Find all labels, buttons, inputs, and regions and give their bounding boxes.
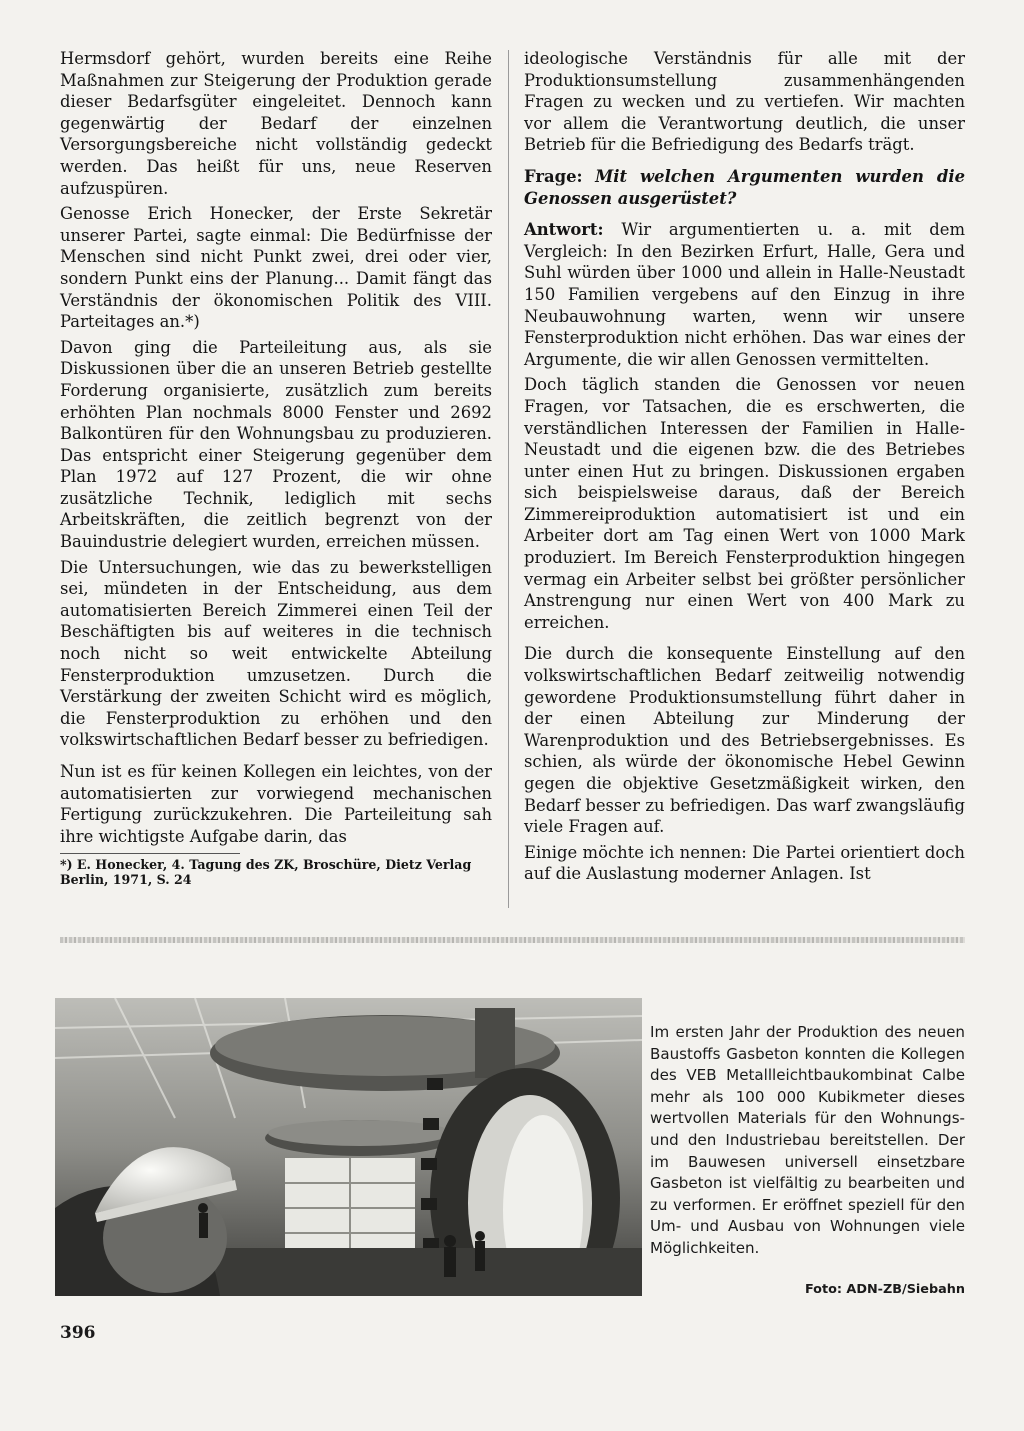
question <box>524 166 965 209</box>
factory-photo <box>55 998 642 1296</box>
paragraph: Hermsdorf gehört, wurden bereits eine Reihe Maßnahmen zur Steigerung der Produktion gerade dieser Bedarfsgüter eingeleitet. Dennoch kann gegenwärtig der Bedarf der einzelnen Versorgungsbereiche nicht vollständig gedeckt werden. Das heißt für uns, neue Reserven aufzuspüren. <box>60 49 492 198</box>
autoclave-photo-image <box>55 998 642 1296</box>
paragraph: Die Untersuchungen, wie das zu bewerkstelligen sei, mündeten in der Entscheidung, aus dem automatisierten Bereich Zimmerei einen Teil der Beschäftigten bis auf weiteres in die technisch noch nicht so weit entwickelte Abteilung Fensterproduktion umzusetzen. Durch die Verstärkung der zweiten Schicht wird es möglich, die Fensterproduktion zu erhöhen und den volkswirtschaftlichen Bedarf besser zu befriedigen. <box>60 557 492 750</box>
question-label: Frage: <box>524 166 583 186</box>
paragraph: Die durch die konsequente Einstellung auf den volkswirtschaftlichen Bedarf zeitweilig notwendig gewordene Produktionsumstellung führt daher in der einen Abteilung zur Minderung der Warenproduktion und des Betriebsergebnisses. Es schien, als würde der ökonomische Hebel Gewinn gegen die objektive Gesetzmäßigkeit wirken, den Bedarf besser zu befriedigen. Das warf zwangsläufig viele Fragen auf. <box>524 644 965 837</box>
photo-credit: Foto: ADN-ZB/Siebahn <box>804 1282 965 1297</box>
footnote-divider <box>60 853 240 854</box>
right-text-column <box>524 48 965 889</box>
column-divider <box>508 50 509 908</box>
paragraph: Doch täglich standen die Genossen vor neuen Fragen, vor Tatsachen, die es erschwerten, die verständlichen Interessen der Familien in Halle-Neustadt und die eigenen bzw. die des Betriebes unter einen Hut zu bringen. Diskussionen ergaben sich beispielsweise daraus, daß der Bereich Zimmereiproduktion automatisiert ist und ein Arbeiter dort am Tag einen Wert von 1000 Mark produziert. Im Bereich Fensterproduktion hingegen vermag ein Arbeiter selbst bei größter persönlicher Anstrengung nur einen Wert von 400 Mark zu erreichen. <box>524 375 965 632</box>
page-number: 396 <box>60 1323 96 1343</box>
answer-label: Antwort: <box>524 220 604 240</box>
paragraph: ideologische Verständnis für alle mit der Produktionsumstellung zusammenhängenden Fragen zu wecken und zu vertiefen. Wir machten vor allem die Verantwortung deutlich, die unser Betrieb für die Befriedigung des Bedarfs trägt. <box>524 49 965 155</box>
left-text-column <box>60 48 492 887</box>
question-text: Mit welchen Argumenten wurden die Genossen ausgerüstet? <box>524 166 965 208</box>
answer <box>524 219 965 370</box>
footnote: *) E. Honecker, 4. Tagung des ZK, Broschüre, Dietz Verlag Berlin, 1971, S. 24 <box>60 857 472 888</box>
paragraph: Einige möchte ich nennen: Die Partei orientiert doch auf die Auslastung moderner Anlagen. Ist <box>524 842 965 884</box>
paragraph: Genosse Erich Honecker, der Erste Sekretär unserer Partei, sagte einmal: Die Bedürfnisse der Menschen sind nicht Punkt zwei, drei oder vier, sondern Punkt eins der Planung... Damit fängt das Verständnis der ökonomischen Politik des VIII. Parteitages an.*) <box>60 204 492 332</box>
photo-caption: Im ersten Jahr der Produktion des neuen Baustoffs Gasbeton konnten die Kollegen des VEB Metallleichtbaukombinat Calbe mehr als 100 000 Kubikmeter dieses wertvollen Materials für den Wohnungs- und den Industriebau bereitstellen. Der im Bauwesen universell einsetzbare Gasbeton ist vielfältig zu bearbeiten und zu verformen. Er eröffnet speziell für den Um- und Ausbau von Wohnungen viele Möglichkeiten. <box>650 1023 965 1257</box>
paragraph: Davon ging die Parteileitung aus, als sie Diskussionen über die an unseren Betrieb gestellte Forderung organisierte, zusätzlich zum bereits erhöhten Plan nochmals 8000 Fenster und 2692 Balkontüren für den Wohnungsbau zu produzieren. Das entspricht einer Steigerung gegenüber dem Plan 1972 auf 127 Prozent, die wir ohne zusätzliche Technik, lediglich mit sechs Arbeitskräften, die zeitlich begrenzt von der Bauindustrie delegiert wurden, erreichen müssen. <box>60 337 492 552</box>
paragraph: Nun ist es für keinen Kollegen ein leichtes, von der automatisierten zur vorwiegend mechanischen Fertigung zurückzukehren. Die Parteileitung sah ihre wichtigste Aufgabe darin, das <box>60 762 492 846</box>
answer-text: Wir argumentierten u. a. mit dem Vergleich: In den Bezirken Erfurt, Halle, Gera und Suhl würden über 1000 und allein in Halle-Neustadt 150 Familien vergebens auf den Einzug in ihre Neubauwohnung warten, wenn wir unsere Fensterproduktion nicht erhöhen. Das war eines der Argumente, die wir allen Genossen vermittelten. <box>524 220 965 369</box>
section-divider <box>60 937 965 943</box>
